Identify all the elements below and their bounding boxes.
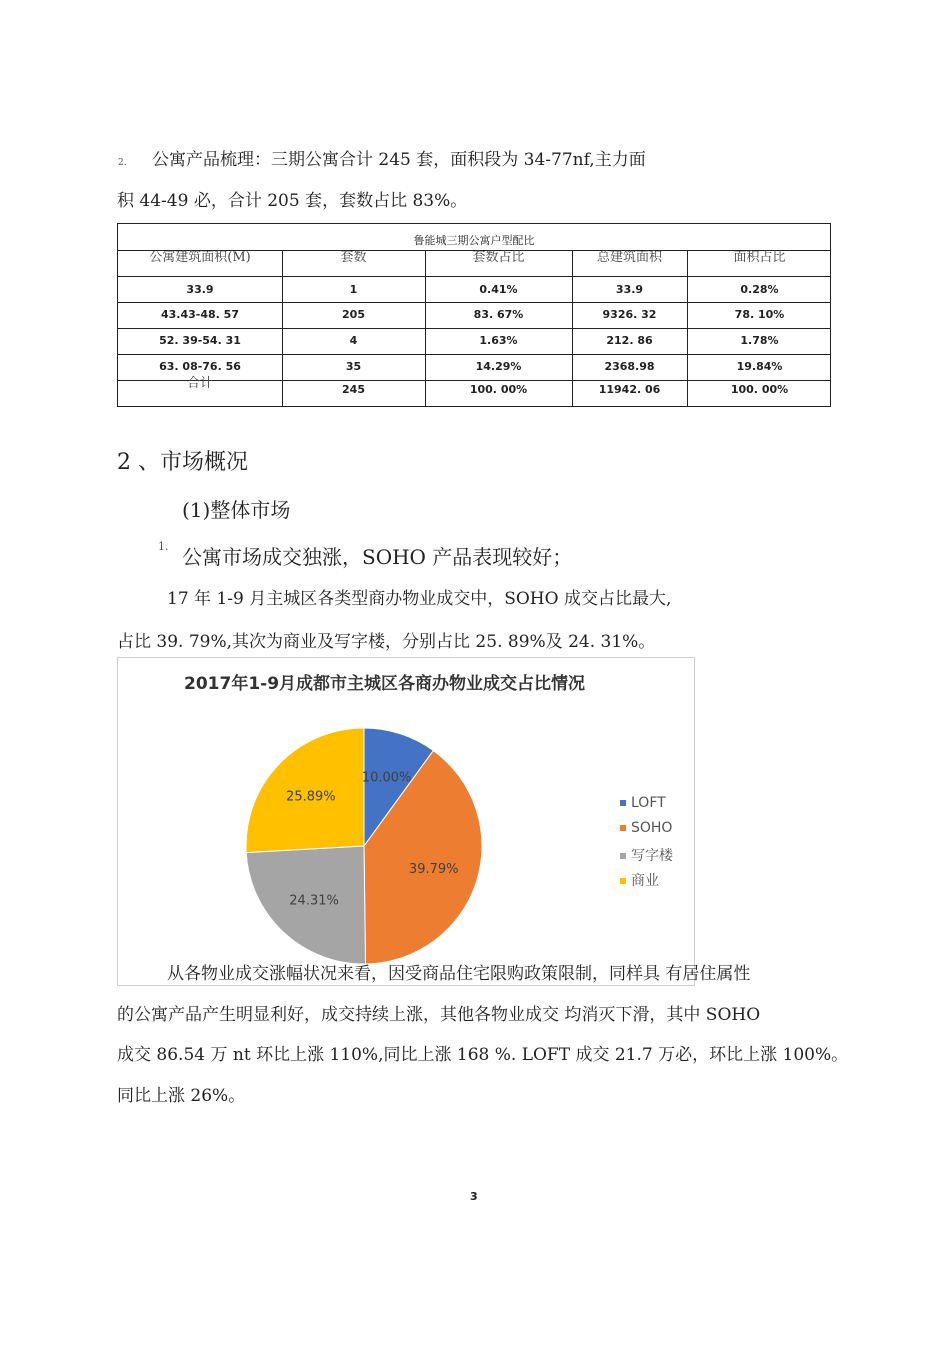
table-header: 公寓建筑面积(M) — [149, 250, 251, 265]
table-header: 套数占比 — [472, 250, 525, 265]
table-cell: 35 — [345, 360, 362, 373]
table-total-label: 合计 — [186, 376, 213, 391]
table-cell: 1 — [349, 283, 358, 296]
pie-data-label: 39.79% — [408, 862, 459, 878]
pie-data-label: 24.31% — [289, 893, 339, 909]
subsection-heading: (1)整体市场 — [182, 498, 291, 522]
section-heading: 2 、市场概况 — [117, 450, 248, 475]
legend-item-soho — [620, 820, 672, 836]
table-cell: 1.63% — [479, 334, 518, 347]
legend-swatch — [620, 853, 626, 859]
legend-label: 写字楼 — [631, 848, 673, 864]
table-cell: 2368.98 — [604, 360, 655, 373]
table-cell: 63. 08-76. 56 — [159, 360, 241, 373]
legend-label: LOFT — [631, 795, 666, 811]
paragraph-line: 成交 86.54 万 nt 环比上涨 110%,同比上涨 168 %. LOFT 成交 21.7 万必，环比上涨 100%。 — [117, 1045, 849, 1065]
table-cell: 9326. 32 — [602, 308, 657, 321]
table-cell: 11942. 06 — [598, 383, 661, 396]
table-header: 套数 — [340, 250, 367, 265]
table-cell: 52. 39-54. 31 — [159, 334, 241, 347]
paragraph-line: 同比上涨 26%。 — [117, 1086, 246, 1106]
table-caption: 鲁能城三期公寓户型配比 — [413, 234, 535, 247]
legend-item-loft — [620, 795, 666, 811]
table-cell: 1.78% — [740, 334, 779, 347]
point-number: 1. — [158, 540, 169, 553]
table-cell: 100. 00% — [469, 383, 528, 396]
paragraph-line: 公寓产品梳理：三期公寓合计 245 套，面积段为 34-77nf,主力面 — [152, 150, 646, 170]
table-cell: 212. 86 — [606, 334, 653, 347]
legend-swatch — [620, 878, 626, 884]
chart-title: 2017年1-9月成都市主城区各商办物业成交占比情况 — [184, 674, 586, 694]
point-heading: 公寓市场成交独涨，SOHO 产品表现较好； — [182, 545, 573, 569]
page-number: 3 — [470, 1190, 478, 1203]
legend-label: 商业 — [631, 873, 659, 889]
table-header: 面积占比 — [733, 250, 786, 265]
legend-swatch — [620, 800, 626, 806]
table-cell: 245 — [342, 383, 365, 396]
legend-label: SOHO — [631, 820, 673, 836]
paragraph-line: 17 年 1-9 月主城区各类型商办物业成交中，SOHO 成交占比最大, — [167, 589, 672, 609]
paragraph-line: 从各物业成交涨幅状况来看，因受商品住宅限购政策限制，同样具 有居住属性 — [167, 964, 751, 984]
table-cell: 33.9 — [615, 283, 644, 296]
unit-mix-table — [117, 223, 831, 407]
table-cell: 19.84% — [736, 360, 783, 373]
pie-chart-svg — [118, 658, 694, 985]
legend-item-commercial — [620, 870, 659, 890]
pie-data-label: 25.89% — [286, 789, 336, 805]
pie-chart — [117, 657, 695, 986]
table-cell: 33.9 — [186, 283, 214, 296]
table-cell: 43.43-48. 57 — [161, 308, 239, 321]
table-cell: 100. 00% — [730, 383, 789, 396]
table-header: 总建筑面积 — [596, 250, 662, 265]
paragraph-line: 占比 39. 79%,其次为商业及写字楼，分别占比 25. 89%及 24. 31%。 — [117, 632, 656, 652]
table-cell: 78. 10% — [734, 308, 785, 321]
table-cell: 205 — [342, 308, 365, 321]
table-cell: 0.41% — [479, 283, 518, 296]
table-cell: 4 — [349, 334, 358, 347]
table-cell: 83. 67% — [473, 308, 524, 321]
paragraph-line: 的公寓产品产生明显利好，成交持续上涨，其他各物业成交 均消灭下滑，其中 SOHO — [117, 1005, 761, 1025]
legend-item-office — [620, 845, 673, 865]
paragraph-line: 积 44-49 必，合计 205 套，套数占比 83%。 — [117, 191, 468, 211]
item-number: 2. — [118, 158, 127, 168]
pie-data-label: 10.00% — [361, 770, 412, 786]
table-cell: 14.29% — [475, 360, 522, 373]
table-cell: 0.28% — [740, 283, 779, 296]
legend-swatch — [620, 825, 626, 831]
